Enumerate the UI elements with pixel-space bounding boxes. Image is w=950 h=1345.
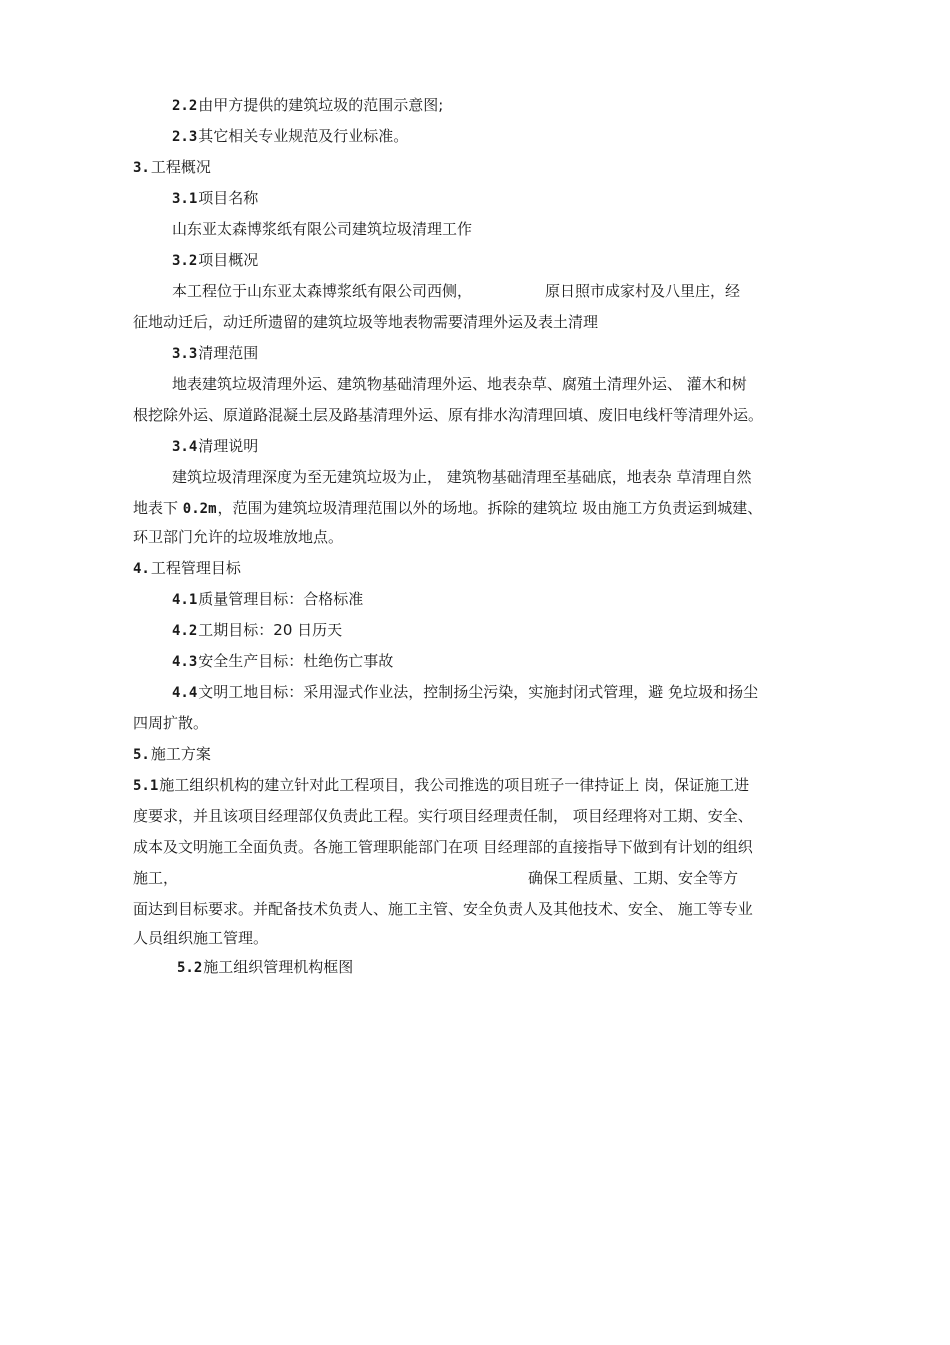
item-text: 人员组织施工管理。 (133, 929, 269, 947)
item-text: 成本及文明施工全面负责。各施工管理职能部门在项 目经理部的直接指导下做到有计划的组织 (133, 838, 753, 856)
org-line-3 (133, 836, 753, 858)
item-text: 工期目标：20 日历天 (198, 621, 343, 639)
line-5-2 (177, 956, 353, 978)
org-line-6 (133, 927, 268, 949)
item-text: 项目名称 (198, 189, 259, 207)
item-text: 由甲方提供的建筑垃圾的范围示意图; (198, 96, 444, 114)
item-text: 地表下 (133, 499, 183, 517)
item-number: 4.3 (172, 654, 198, 670)
item-text: 面达到目标要求。并配备技术负责人、施工主管、安全负责人及其他技术、安全、 施工等专业 (133, 900, 753, 918)
clearing-line-1 (172, 466, 752, 488)
item-number: 3.4 (172, 439, 198, 455)
overview-line-2 (133, 311, 598, 333)
item-text: 原日照市成家村及八里庄，经 (545, 282, 741, 300)
item-text: 环卫部门允许的垃圾堆放地点。 (133, 528, 344, 546)
item-number: 4.4 (172, 685, 198, 701)
item-text: 四周扩散。 (133, 714, 209, 732)
item-number: 5.1 (133, 778, 159, 794)
depth-value: 0.2m (182, 501, 217, 517)
scope-line-2 (133, 404, 763, 426)
item-text: 确保工程质量、工期、安全等方 (528, 869, 739, 887)
clearing-line-3 (133, 526, 343, 548)
line-2-3 (172, 125, 408, 147)
section-heading: 工程概况 (150, 158, 211, 176)
item-text: 质量管理目标：合格标准 (198, 590, 364, 608)
item-text: 本工程位于山东亚太森博浆纸有限公司西侧， (172, 282, 473, 300)
item-text: 清理范围 (198, 344, 259, 362)
clearing-line-2 (133, 497, 762, 519)
line-4-3 (172, 650, 393, 672)
heading-3 (133, 156, 211, 178)
section-number: 5. (133, 747, 150, 763)
item-text: 项目概况 (198, 251, 259, 269)
item-number: 3.2 (172, 253, 198, 269)
org-line-4a (133, 867, 178, 889)
line-3-1 (172, 187, 258, 209)
section-heading: 施工方案 (150, 745, 211, 763)
item-number: 3.1 (172, 191, 198, 207)
line-4-1 (172, 588, 363, 610)
item-text: 根挖除外运、原道路混凝土层及路基清理外运、原有排水沟清理回填、废旧电线杆等清理外运。 (133, 406, 764, 424)
line-2-2 (172, 94, 443, 116)
section-number: 4. (133, 561, 150, 577)
org-line-4b (528, 867, 738, 889)
line-4-2 (172, 619, 342, 641)
item-text: 征地动迁后，动迁所遗留的建筑垃圾等地表物需要清理外运及表土清理 (133, 313, 599, 331)
overview-line-1a (172, 280, 472, 302)
line-3-4 (172, 435, 258, 457)
org-line-5 (133, 898, 753, 920)
overview-line-1b (545, 280, 740, 302)
item-number: 4.2 (172, 623, 198, 639)
item-text: 其它相关专业规范及行业标准。 (198, 127, 409, 145)
item-number: 2.3 (172, 129, 198, 145)
item-text: 施工组织管理机构框图 (203, 958, 354, 976)
item-text: 文明工地目标：采用湿式作业法，控制扬尘污染，实施封闭式管理，避 免垃圾和扬尘 (198, 683, 759, 701)
item-text: ，范围为建筑垃圾清理范围以外的场地。拆除的建筑垃 圾由施工方负责运到城建、 (217, 499, 763, 517)
item-text: 施工， (133, 869, 179, 887)
heading-5 (133, 743, 211, 765)
line-3-2 (172, 249, 258, 271)
item-number: 2.2 (172, 98, 198, 114)
item-number: 5.2 (177, 960, 203, 976)
org-line-2 (133, 805, 753, 827)
item-number: 4.1 (172, 592, 198, 608)
item-text: 地表建筑垃圾清理外运、建筑物基础清理外运、地表杂草、腐殖土清理外运、 灌木和树 (172, 375, 747, 393)
line-4-4 (172, 681, 758, 703)
line-3-3 (172, 342, 258, 364)
heading-4 (133, 557, 241, 579)
scope-line-1 (172, 373, 747, 395)
project-name (172, 218, 472, 240)
item-text: 安全生产目标：杜绝伤亡事故 (198, 652, 394, 670)
section-number: 3. (133, 160, 150, 176)
line-5-1 (133, 774, 749, 796)
item-text: 施工组织机构的建立针对此工程项目，我公司推选的项目班子一律持证上 岗，保证施工进 (159, 776, 750, 794)
item-number: 3.3 (172, 346, 198, 362)
item-text: 建筑垃圾清理深度为至无建筑垃圾为止， 建筑物基础清理至基础底，地表杂 草清理自然 (172, 468, 752, 486)
section-heading: 工程管理目标 (150, 559, 241, 577)
item-text: 清理说明 (198, 437, 259, 455)
item-text: 山东亚太森博浆纸有限公司建筑垃圾清理工作 (172, 220, 473, 238)
item-text: 度要求，并且该项目经理部仅负责此工程。实行项目经理责任制， 项目经理将对工期、安全、 (133, 807, 753, 825)
line-4-4-cont (133, 712, 208, 734)
